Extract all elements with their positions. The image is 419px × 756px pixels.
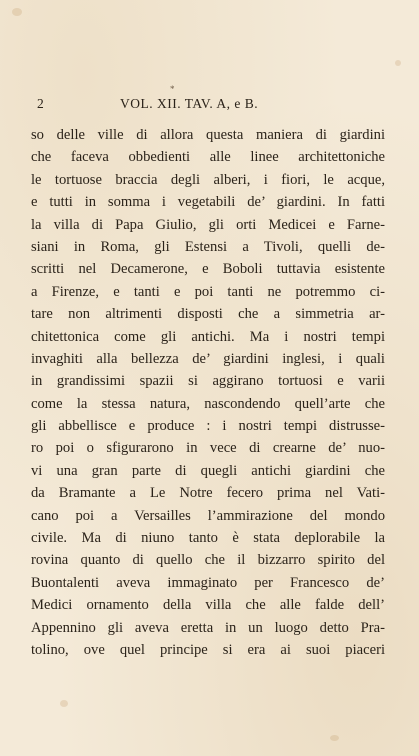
text-line: Buontalenti aveva immaginato per Francesco de’ (31, 574, 385, 591)
text-line: che faceva obbedienti alle linee architettoniche (31, 149, 385, 166)
text-line: tare non altrimenti disposti che a simmetria ar- (31, 306, 385, 323)
foxing-spot (12, 8, 22, 16)
text-line: Medici ornamento della villa che alle falde dell’ (31, 597, 385, 614)
body-text (31, 124, 385, 661)
text-line: rovina quanto di quello che il bizzarro spirito del (31, 552, 385, 569)
text-line: civile. Ma di niuno tanto è stata deplorabile la (31, 530, 385, 547)
text-line: e tutti in somma i vegetabili de’ giardini. In fatti (31, 194, 385, 211)
text-line: chitettonica come gli antichi. Ma i nostri tempi (31, 328, 385, 345)
foxing-spot (395, 60, 401, 66)
text-line: vi una gran parte di quegli antichi giardini che (31, 462, 385, 479)
text-line: invaghiti alla bellezza de’ giardini inglesi, i quali (31, 350, 385, 367)
text-line: da Bramante a Le Notre fecero prima nel Vati- (31, 485, 385, 502)
foxing-spot (330, 735, 339, 741)
text-line: siani in Roma, gli Estensi a Tivoli, quelli de- (31, 238, 385, 255)
page-number: 2 (37, 96, 45, 111)
text-line: ro poi o sfigurarono in vece di crearne de’ nuo- (31, 440, 385, 457)
text-line: scritti nel Decamerone, e Boboli tuttavia esistente (31, 261, 385, 278)
text-line: Appennino gli aveva eretta in un luogo detto Pra- (31, 619, 385, 636)
text-line: a Firenze, e tanti e poi tanti ne potremmo ci- (31, 283, 385, 300)
text-line: gli abbellisce e produce : i nostri tempi distrusse- (31, 418, 385, 435)
text-line: cano poi a Versailles l’ammirazione del mondo (31, 507, 385, 524)
page-header (37, 96, 377, 114)
signature-mark: * (170, 84, 175, 94)
text-line: come la stessa natura, nascondendo quell’arte che (31, 395, 385, 412)
text-line: in grandissimi spazii si aggirano tortuosi e varii (31, 373, 385, 390)
text-line: tolino, ove quel principe si era ai suoi piaceri (31, 641, 385, 658)
text-line: la villa di Papa Giulio, gli orti Medicei e Farne- (31, 216, 385, 233)
foxing-spot (60, 700, 68, 707)
running-head: VOL. XII. TAV. A, e B. (120, 96, 259, 111)
text-line: so delle ville di allora questa maniera di giardini (31, 127, 385, 143)
text-line: le tortuose braccia degli alberi, i fiori, le acque, (31, 171, 385, 188)
